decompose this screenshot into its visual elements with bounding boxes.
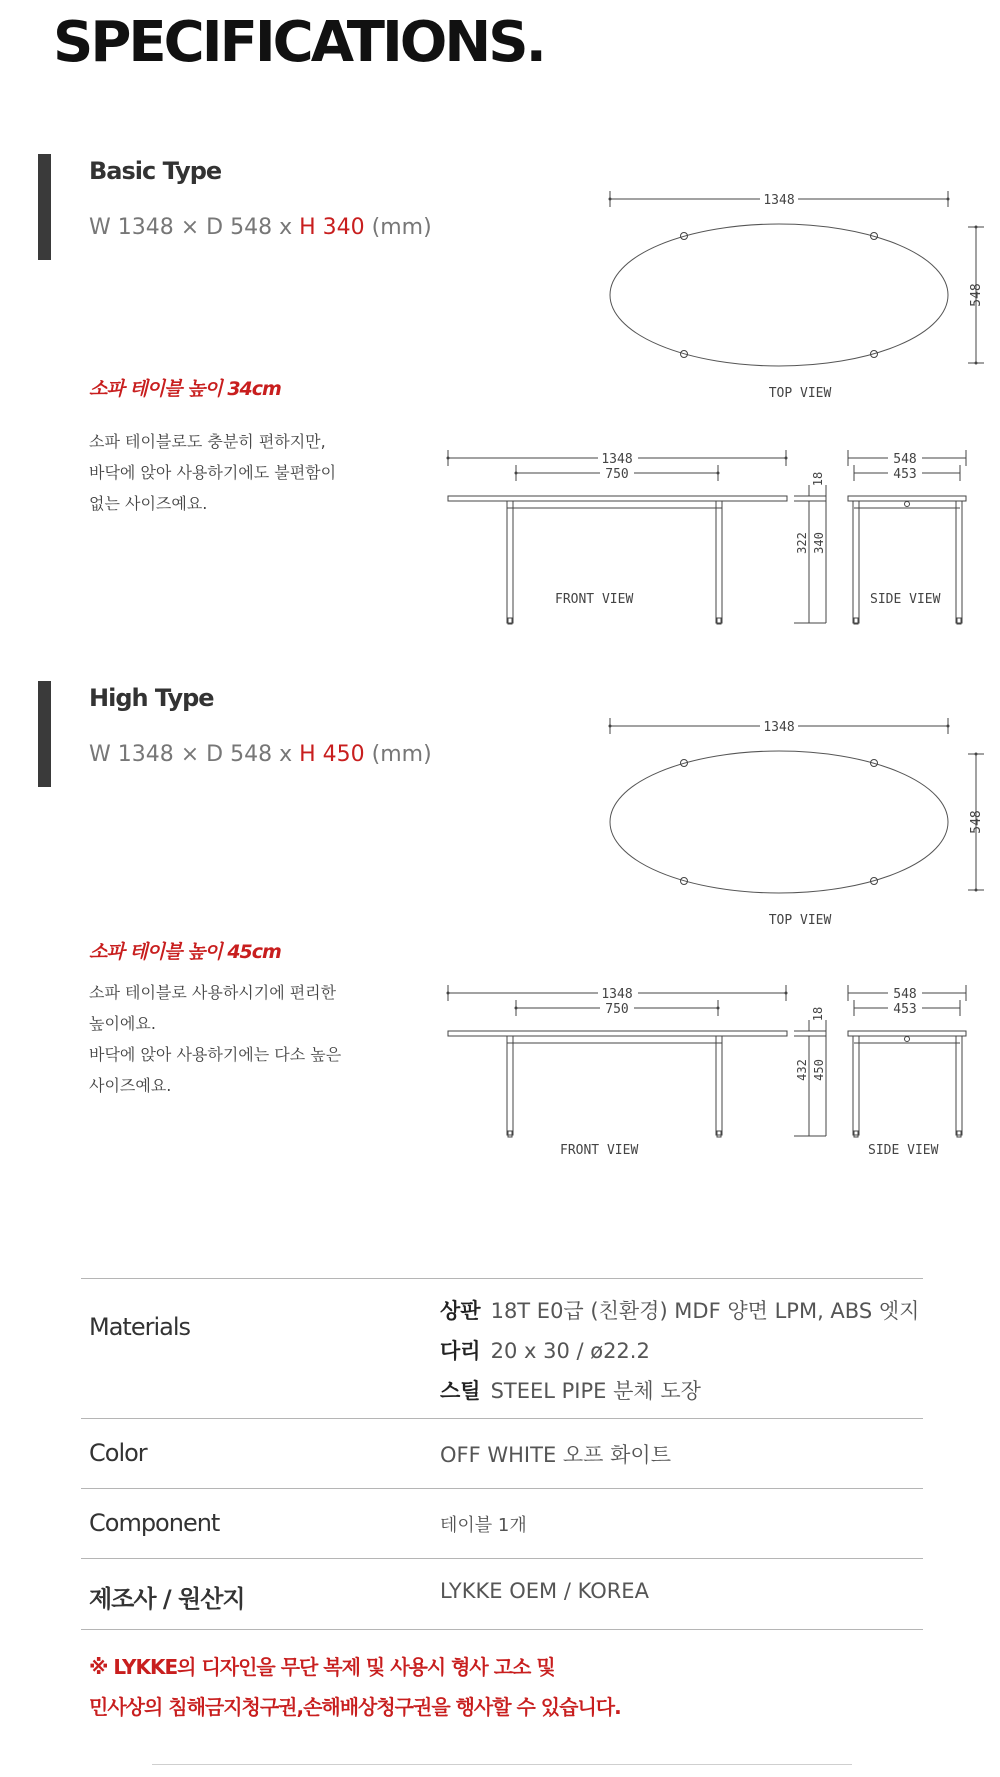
- high-description-line: 소파 테이블로 사용하시기에 편리한: [89, 983, 337, 1002]
- high-top-view-drawing: [600, 712, 984, 928]
- basic-dimensions-height: H 340: [299, 215, 365, 240]
- top-view-width-label: 1348: [763, 193, 795, 208]
- high-description-line: 높이에요.: [89, 1014, 156, 1033]
- spec-row-color: [81, 1418, 923, 1489]
- high-dimensions-unit: (mm): [371, 742, 432, 767]
- high-description-line: 바닥에 앉아 사용하기에는 다소 높은: [89, 1045, 342, 1064]
- top-view-caption: TOP VIEW: [768, 913, 832, 928]
- materials-line: [440, 1375, 919, 1415]
- copyright-notice-line: 민사상의 침해금지청구권,손해배상청구권을 행사할 수 있습니다.: [89, 1695, 621, 1719]
- front-view-height-label: 450: [812, 1059, 826, 1081]
- color-label: Color: [89, 1439, 147, 1467]
- section-marker-bar: [38, 681, 51, 787]
- basic-type-title: Basic Type: [89, 157, 222, 185]
- front-view-total-label: 1348: [601, 987, 633, 1002]
- high-description: [89, 977, 341, 1101]
- front-view-inner-label: 750: [605, 467, 629, 482]
- origin-label: 제조사 / 원산지: [89, 1585, 245, 1613]
- front-view-top-thickness-label: 18: [811, 1006, 825, 1022]
- side-view-caption: SIDE VIEW: [870, 592, 941, 607]
- high-front-view-drawing: [440, 980, 840, 1160]
- front-view-height-label: 340: [812, 532, 826, 554]
- front-view-caption: FRONT VIEW: [555, 592, 634, 607]
- top-view-width-label: 1348: [763, 720, 795, 735]
- top-view-depth-label: 548: [969, 810, 984, 834]
- materials-key: 스틸: [440, 1379, 481, 1403]
- basic-description-line: 없는 사이즈예요.: [89, 494, 208, 513]
- front-view-inner-label: 750: [605, 1002, 629, 1017]
- side-view-total-label: 548: [893, 987, 917, 1002]
- basic-dimensions-wd: W 1348 × D 548 x: [89, 215, 300, 240]
- front-view-top-thickness-label: 18: [811, 471, 825, 487]
- materials-value: 20 x 30 / ø22.2: [490, 1339, 650, 1363]
- side-view-inner-label: 453: [893, 467, 917, 482]
- high-dimensions: [89, 742, 432, 767]
- materials-value: STEEL PIPE 분체 도장: [490, 1379, 701, 1403]
- spec-row-materials: [81, 1278, 923, 1419]
- materials-label: Materials: [89, 1313, 191, 1341]
- copyright-notice-line: ※ LYKKE의 디자인을 무단 복제 및 사용시 형사 고소 및: [89, 1655, 555, 1679]
- side-view-caption: SIDE VIEW: [868, 1143, 939, 1158]
- high-side-view-drawing: [840, 980, 980, 1160]
- top-view-caption: TOP VIEW: [768, 386, 832, 401]
- high-description-line: 사이즈예요.: [89, 1076, 172, 1095]
- materials-value: 18T E0급 (친환경) MDF 양면 LPM, ABS 엣지: [490, 1299, 920, 1323]
- spec-table: [81, 1278, 923, 1630]
- side-view-total-label: 548: [893, 452, 917, 467]
- component-value: 테이블 1개: [440, 1515, 527, 1536]
- top-view-depth-label: 548: [969, 283, 984, 307]
- materials-line: [440, 1335, 919, 1375]
- materials-key: 상판: [440, 1299, 481, 1323]
- origin-value: LYKKE OEM / KOREA: [440, 1579, 649, 1603]
- front-view-leg-label: 432: [795, 1059, 809, 1081]
- high-dimensions-height: H 450: [299, 742, 365, 767]
- basic-description-line: 소파 테이블로도 충분히 편하지만,: [89, 432, 326, 451]
- spec-row-component: [81, 1488, 923, 1559]
- basic-height-subtitle: 소파 테이블 높이 34cm: [89, 378, 281, 400]
- materials-key: 다리: [440, 1339, 481, 1363]
- front-view-total-label: 1348: [601, 452, 633, 467]
- spec-row-origin: [81, 1558, 923, 1630]
- side-view-inner-label: 453: [893, 1002, 917, 1017]
- materials-line: [440, 1295, 919, 1335]
- basic-description-line: 바닥에 앉아 사용하기에도 불편함이: [89, 463, 337, 482]
- high-type-title: High Type: [89, 684, 214, 712]
- component-label: Component: [89, 1509, 220, 1537]
- front-view-caption: FRONT VIEW: [560, 1143, 639, 1158]
- high-height-subtitle: 소파 테이블 높이 45cm: [89, 941, 281, 963]
- materials-values: [440, 1295, 919, 1415]
- page-title: SPECIFICATIONS.: [53, 10, 544, 75]
- copyright-notice: [89, 1647, 621, 1727]
- basic-dimensions-unit: (mm): [371, 215, 432, 240]
- bottom-divider: [152, 1764, 852, 1765]
- front-view-leg-label: 322: [795, 532, 809, 554]
- high-dimensions-wd: W 1348 × D 548 x: [89, 742, 300, 767]
- color-value: OFF WHITE 오프 화이트: [440, 1443, 671, 1467]
